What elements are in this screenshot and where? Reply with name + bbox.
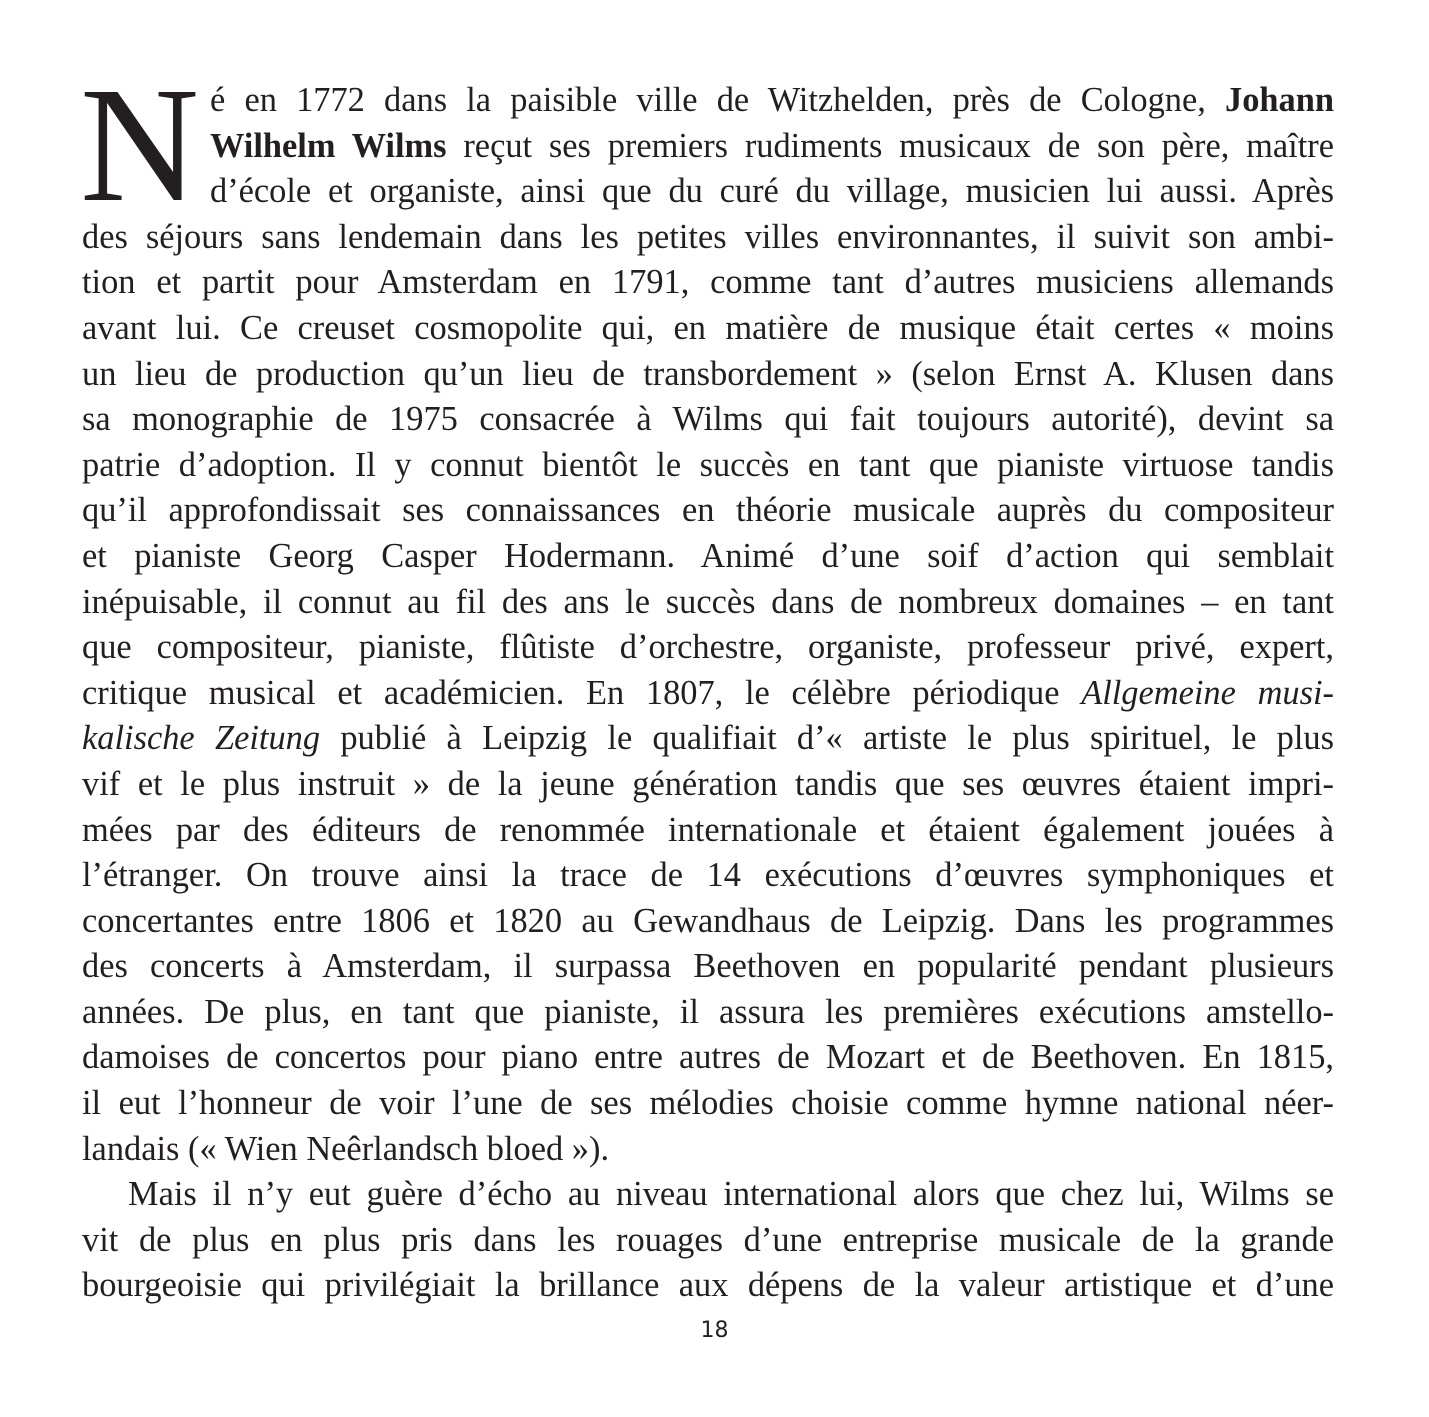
text-line <box>82 1218 1334 1264</box>
text-run: un lieu de production qu’un lieu de transbordement » (selon Ernst A. Klusen dans <box>82 354 1334 393</box>
text-run: concertantes entre 1806 et 1820 au Gewandhaus de Leipzig. Dans les programmes <box>82 901 1334 940</box>
text-line <box>82 853 1334 899</box>
text-run: publié à Leipzig le qualifiait d’« artiste le plus spirituel, le plus <box>320 719 1334 758</box>
text-run: reçut ses premiers rudiments musicaux de son père, maître <box>446 126 1335 165</box>
text-run: d’école et organiste, ainsi que du curé du village, musicien lui aussi. Après <box>210 172 1334 211</box>
paragraph-2 <box>82 1172 1334 1309</box>
text-run: vif et le plus instruit » de la jeune génération tandis que ses œuvres étaient impri- <box>82 764 1334 803</box>
italic-text: kalische Zeitung <box>82 719 321 758</box>
text-run: tion et partit pour Amsterdam en 1791, comme tant d’autres musiciens allemands <box>82 263 1334 302</box>
text-run: des concerts à Amsterdam, il surpassa Beethoven en popularité pendant plusieurs <box>82 947 1334 986</box>
text-line <box>82 808 1334 854</box>
text-line <box>82 1127 1334 1173</box>
text-run: avant lui. Ce creuset cosmopolite qui, en matière de musique était certes « moins <box>82 308 1334 347</box>
text-run: vit de plus en plus pris dans les rouages d’une entreprise musicale de la grande <box>82 1220 1334 1259</box>
text-line <box>82 124 1334 170</box>
text-line <box>82 488 1334 534</box>
page-number: 18 <box>700 1318 729 1343</box>
text-run: damoises de concertos pour piano entre autres de Mozart et de Beethoven. En 1815, <box>82 1038 1334 1077</box>
page-body <box>80 53 1335 1309</box>
text-line <box>82 990 1334 1036</box>
text-line <box>82 169 1334 215</box>
text-line <box>82 1081 1334 1127</box>
text-line <box>82 443 1334 489</box>
text-line <box>82 260 1334 306</box>
text-line <box>82 716 1334 762</box>
text-run: Mais il n’y eut guère d’écho au niveau international alors que chez lui, Wilms se <box>128 1175 1334 1214</box>
text-line <box>82 671 1334 717</box>
text-run: critique musical et académicien. En 1807, le célèbre périodique <box>82 673 1082 712</box>
text-line <box>82 78 1334 124</box>
drop-cap: N <box>80 53 200 236</box>
text-run: des séjours sans lendemain dans les petites villes environnantes, il suivit son ambi- <box>82 217 1334 256</box>
text-run: il eut l’honneur de voir l’une de ses mélodies choisie comme hymne national néer- <box>82 1084 1334 1123</box>
paragraph-1 <box>80 53 1335 1172</box>
text-run: que compositeur, pianiste, flûtiste d’orchestre, organiste, professeur privé, expert, <box>82 628 1334 667</box>
text-line <box>82 534 1334 580</box>
text-run: et pianiste Georg Casper Hodermann. Animé d’une soif d’action qui semblait <box>82 536 1334 575</box>
text-line <box>82 899 1334 945</box>
text-run: l’étranger. On trouve ainsi la trace de 14 exécutions d’œuvres symphoniques et <box>82 856 1334 895</box>
text-run: patrie d’adoption. Il y connut bientôt le succès en tant que pianiste virtuose tandis <box>82 445 1334 484</box>
text-line <box>82 215 1334 261</box>
text-line <box>82 625 1334 671</box>
text-run: années. De plus, en tant que pianiste, il assura les premières exécutions amstello- <box>82 992 1334 1031</box>
text-line <box>82 1035 1334 1081</box>
text-run: qu’il approfondissait ses connaissances en théorie musicale auprès du compositeur <box>82 491 1334 530</box>
text-run: bourgeoisie qui privilégiait la brillance aux dépens de la valeur artistique et d’une <box>82 1266 1334 1305</box>
text-line <box>82 1263 1334 1309</box>
text-run: landais (« Wien Neêrlandsch bloed »). <box>82 1129 610 1168</box>
text-run: sa monographie de 1975 consacrée à Wilms qui fait toujours autorité), devint sa <box>82 400 1334 439</box>
text-line <box>82 1172 1334 1218</box>
italic-text: Allgemeine musi- <box>1081 673 1334 712</box>
text-line <box>82 944 1334 990</box>
text-line <box>82 306 1334 352</box>
text-line <box>82 762 1334 808</box>
bold-text: Wilhelm Wilms <box>210 126 447 165</box>
text-line <box>82 397 1334 443</box>
text-run: é en 1772 dans la paisible ville de Witzhelden, près de Cologne, <box>210 81 1226 119</box>
text-line <box>82 352 1334 398</box>
text-run: inépuisable, il connut au fil des ans le succès dans de nombreux domaines – en tant <box>82 582 1334 621</box>
text-run: mées par des éditeurs de renommée internationale et étaient également jouées à <box>82 810 1334 849</box>
bold-text: Johann <box>1225 81 1334 119</box>
text-line <box>82 580 1334 626</box>
